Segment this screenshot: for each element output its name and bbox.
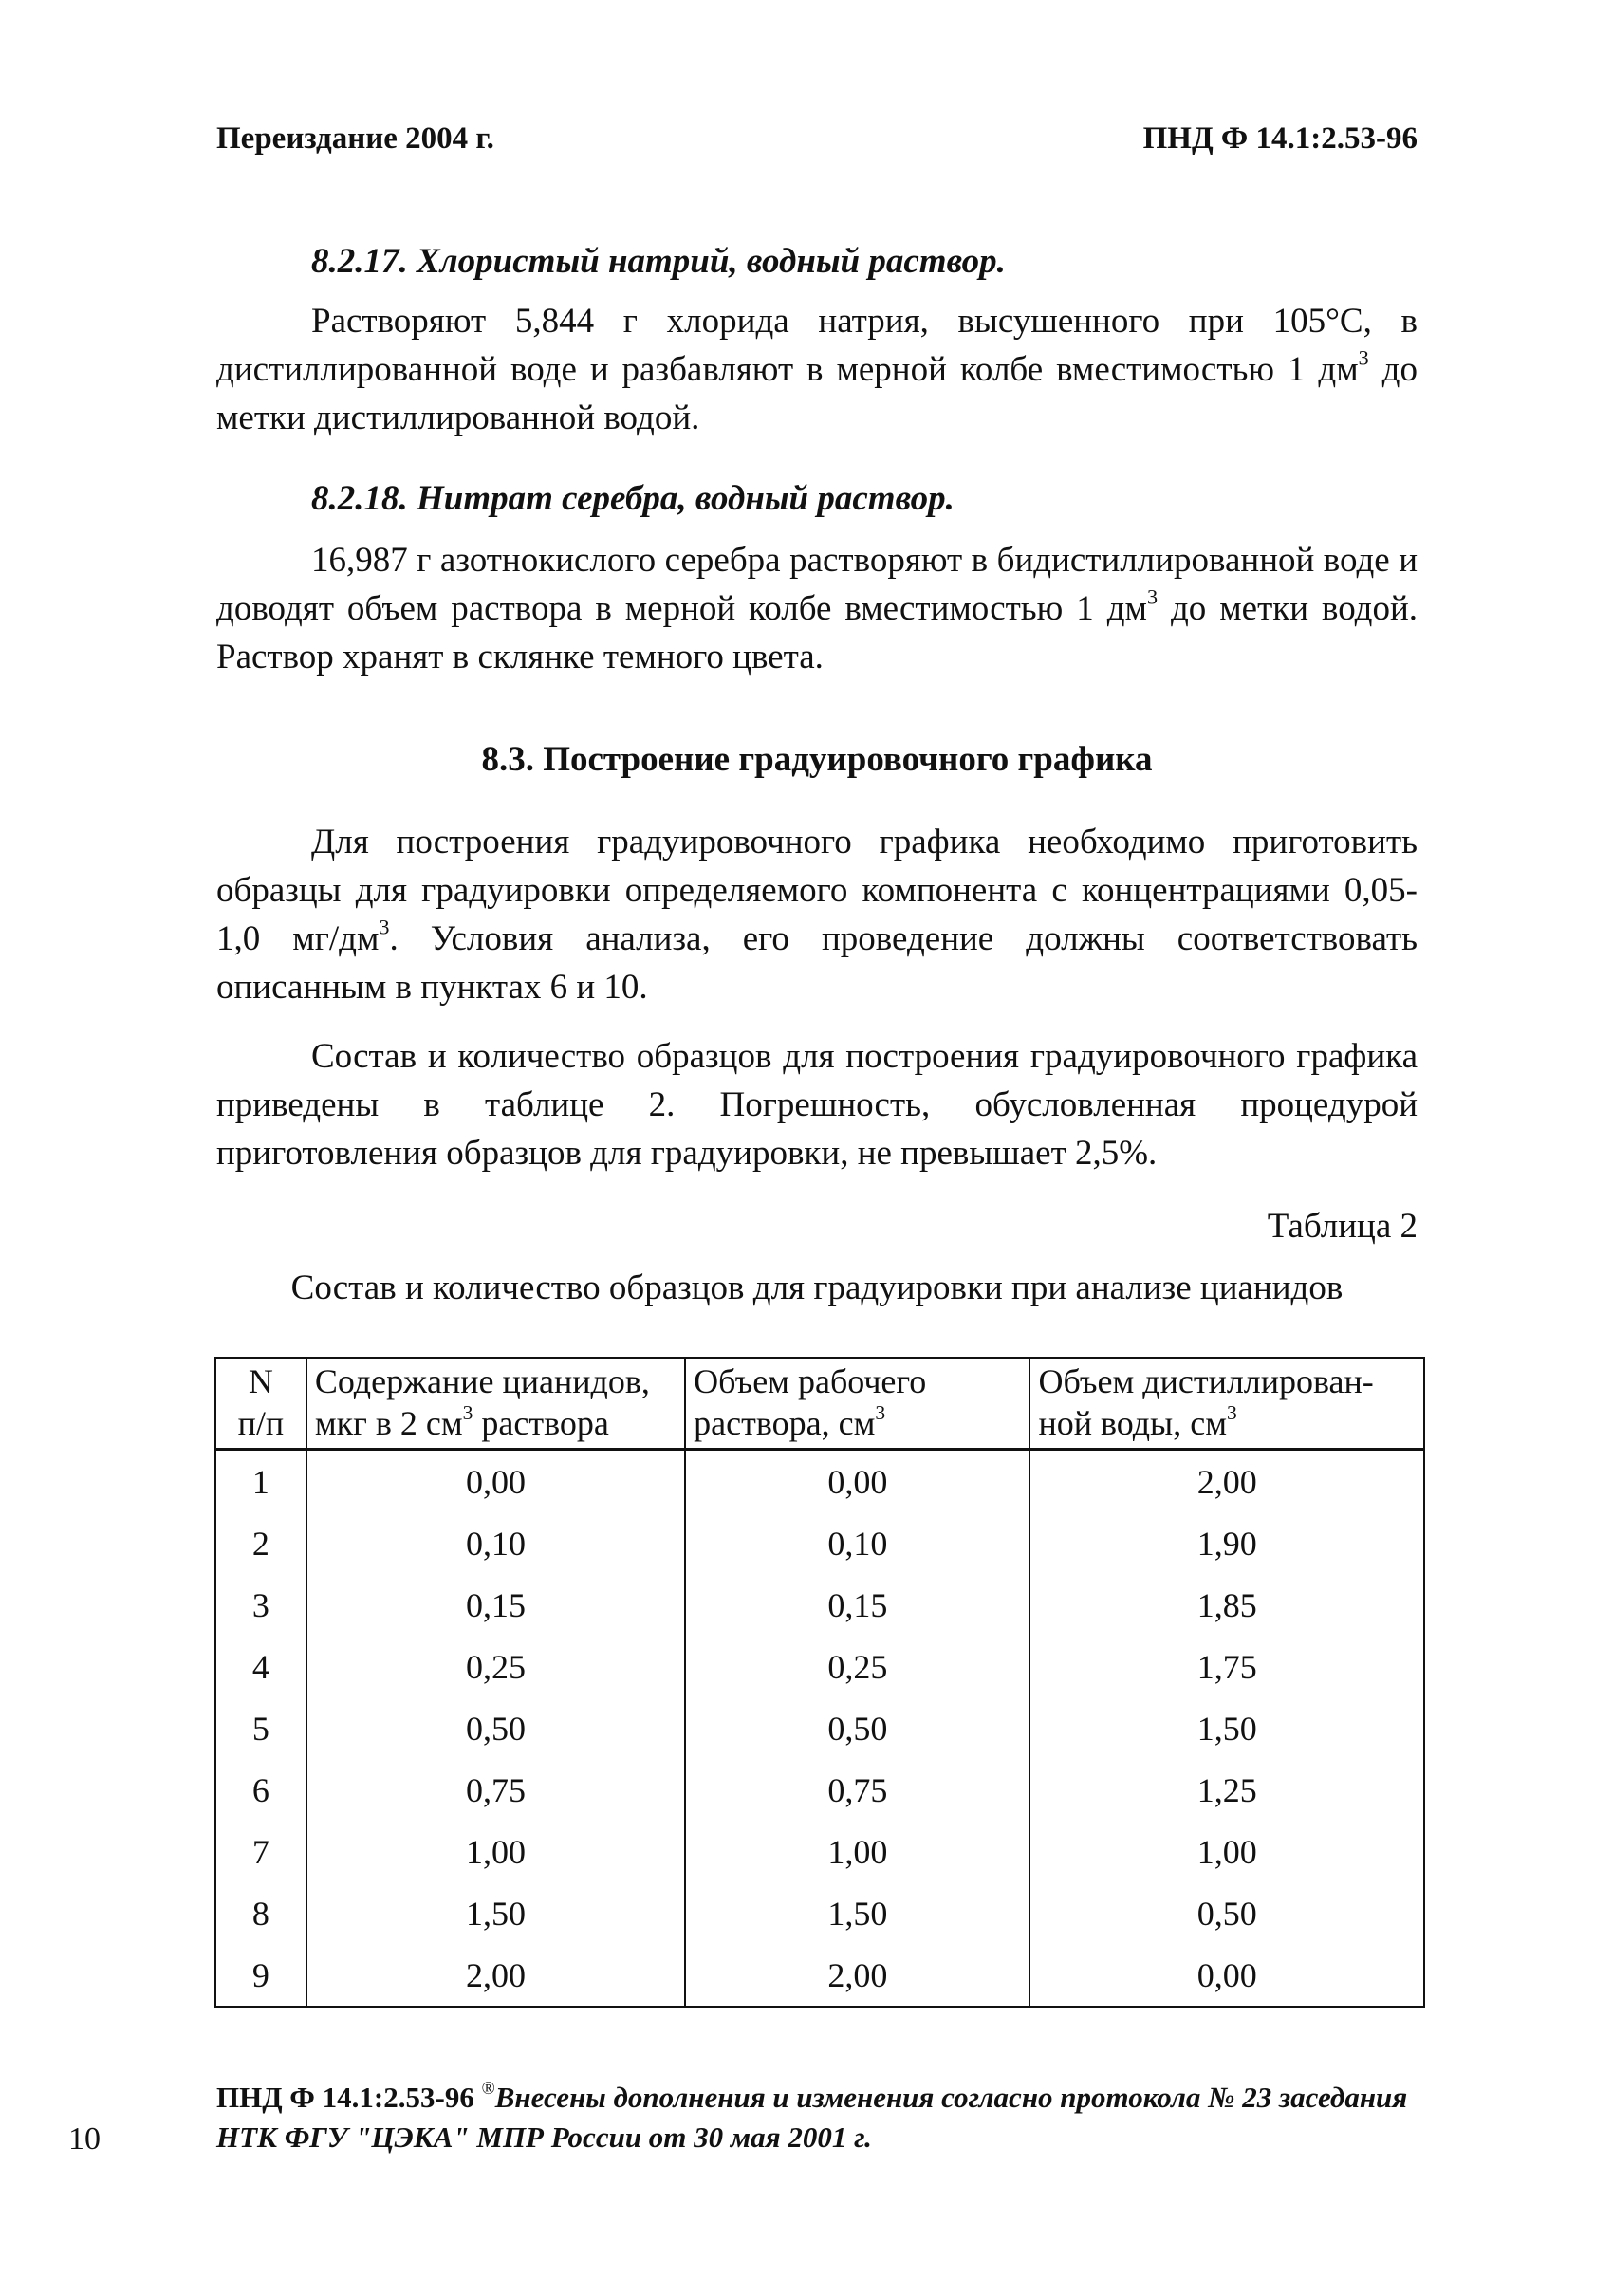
section-8-3 — [216, 735, 1418, 1312]
cell-water: 0,00 — [1029, 1944, 1424, 2007]
cell-work: 1,50 — [685, 1882, 1029, 1944]
table-row — [215, 1636, 1424, 1697]
header-text: мкг в 2 см — [314, 1404, 463, 1442]
cell-water: 1,85 — [1029, 1574, 1424, 1636]
superscript: 3 — [1358, 345, 1369, 370]
table-row — [215, 1574, 1424, 1636]
header-text: Объем рабочего — [694, 1362, 927, 1400]
calibration-table — [214, 1357, 1425, 2008]
cell-water: 1,00 — [1029, 1821, 1424, 1882]
section-8-2-18 — [216, 474, 1418, 681]
cell-work: 0,15 — [685, 1574, 1029, 1636]
header-doc-code: ПНД Ф 14.1:2.53-96 — [1142, 121, 1418, 156]
table-label: Таблица 2 — [1267, 1207, 1418, 1246]
cell-cyanide: 0,25 — [306, 1636, 685, 1697]
cell-cyanide: 0,50 — [306, 1697, 685, 1759]
cell-n: 5 — [215, 1697, 306, 1759]
header-text: п/п — [237, 1404, 285, 1442]
footnote — [216, 2078, 1440, 2157]
section-8-3-heading: 8.3. Построение градуировочного графика — [481, 740, 1153, 779]
cell-work: 0,10 — [685, 1512, 1029, 1574]
table-row — [215, 1512, 1424, 1574]
text-part: 16,987 г азотнокислого серебра растворяют в бидистиллированной воде и доводят объем раствора в мерной колбе вместимостью 1 дм — [216, 541, 1418, 628]
cell-n: 3 — [215, 1574, 306, 1636]
cell-work: 0,50 — [685, 1697, 1029, 1759]
section-8-2-18-heading: 8.2.18. Нитрат серебра, водный раствор. — [311, 479, 955, 518]
table-row — [215, 1697, 1424, 1759]
page-number: 10 — [68, 2121, 101, 2157]
cell-work: 2,00 — [685, 1944, 1029, 2007]
header-text: ной воды, см — [1038, 1404, 1227, 1442]
cell-cyanide: 0,15 — [306, 1574, 685, 1636]
footnote-mark: ® — [481, 2079, 495, 2100]
cell-water: 2,00 — [1029, 1450, 1424, 1513]
footnote-doc-code: ПНД Ф 14.1:2.53-96 — [216, 2081, 474, 2114]
table-row — [215, 1882, 1424, 1944]
cell-n: 4 — [215, 1636, 306, 1697]
cell-cyanide: 0,00 — [306, 1450, 685, 1513]
superscript: 3 — [875, 1400, 886, 1424]
cell-cyanide: 1,00 — [306, 1821, 685, 1882]
cell-cyanide: 1,50 — [306, 1882, 685, 1944]
header-text: раствора, см — [694, 1404, 876, 1442]
cell-work: 1,00 — [685, 1821, 1029, 1882]
cell-n: 9 — [215, 1944, 306, 2007]
footnote-text: Внесены дополнения и изменения согласно протокола № 23 заседания НТК ФГУ "ЦЭКА" МПР России от 30 мая 2001 г. — [216, 2081, 1408, 2154]
section-8-3-paragraph-2: Состав и количество образцов для построения градуировочного графика приведены в таблице 2. Погрешность, обусловленная процедурой приготовления образцов для градуировки, не превышает 2,5%. — [216, 1037, 1418, 1173]
header-water-volume — [1029, 1358, 1424, 1450]
header-edition: Переиздание 2004 г. — [216, 121, 494, 156]
section-8-3-paragraph-1 — [216, 818, 1418, 1011]
text-part: Растворяют 5,844 г хлорида натрия, высушенного при 105°С, в дистиллированной воде и разбавляют в мерной колбе вместимостью 1 дм — [216, 302, 1418, 389]
section-8-2-18-text — [216, 536, 1418, 681]
superscript: 3 — [379, 915, 390, 939]
superscript: 3 — [462, 1400, 473, 1424]
header-text: Объем дистиллирован- — [1038, 1362, 1374, 1400]
cell-water: 0,50 — [1029, 1882, 1424, 1944]
table-row — [215, 1450, 1424, 1513]
table-row — [215, 1759, 1424, 1821]
table-row — [215, 1944, 1424, 2007]
text-part: Для построения градуировочного графика необходимо приготовить образцы для градуировки определяемого компонента с концентрациями 0,05-1,0 мг/дм — [216, 823, 1418, 958]
cell-water: 1,50 — [1029, 1697, 1424, 1759]
header-text: N — [248, 1362, 273, 1400]
header-text: Содержание цианидов, — [314, 1362, 650, 1400]
text-part: до метки водой. Раствор хранят в склянке темного цвета. — [216, 589, 1418, 676]
cell-work: 0,25 — [685, 1636, 1029, 1697]
section-8-2-17-heading: 8.2.17. Хлористый натрий, водный раствор. — [311, 242, 1006, 281]
table-header-row — [215, 1358, 1424, 1450]
cell-work: 0,00 — [685, 1450, 1029, 1513]
cell-cyanide: 0,10 — [306, 1512, 685, 1574]
text-part: до метки дистиллированной водой. — [216, 350, 1418, 437]
cell-n: 2 — [215, 1512, 306, 1574]
cell-n: 1 — [215, 1450, 306, 1513]
table-caption: Состав и количество образцов для градуировки при анализе цианидов — [290, 1268, 1344, 1307]
text-part: . Условия анализа, его проведение должны соответствовать описанным в пунктах 6 и 10. — [216, 919, 1418, 1007]
superscript: 3 — [1227, 1400, 1237, 1424]
cell-n: 6 — [215, 1759, 306, 1821]
section-8-2-17 — [216, 237, 1418, 442]
cell-water: 1,25 — [1029, 1759, 1424, 1821]
table-row — [215, 1821, 1424, 1882]
header-working-volume — [685, 1358, 1029, 1450]
cell-n: 8 — [215, 1882, 306, 1944]
header-cyanide-content — [306, 1358, 685, 1450]
cell-water: 1,90 — [1029, 1512, 1424, 1574]
cell-cyanide: 2,00 — [306, 1944, 685, 2007]
cell-work: 0,75 — [685, 1759, 1029, 1821]
cell-n: 7 — [215, 1821, 306, 1882]
section-8-2-17-text — [216, 297, 1418, 442]
header-text: раствора — [473, 1404, 609, 1442]
cell-cyanide: 0,75 — [306, 1759, 685, 1821]
superscript: 3 — [1146, 584, 1159, 609]
cell-water: 1,75 — [1029, 1636, 1424, 1697]
header-number — [215, 1358, 306, 1450]
